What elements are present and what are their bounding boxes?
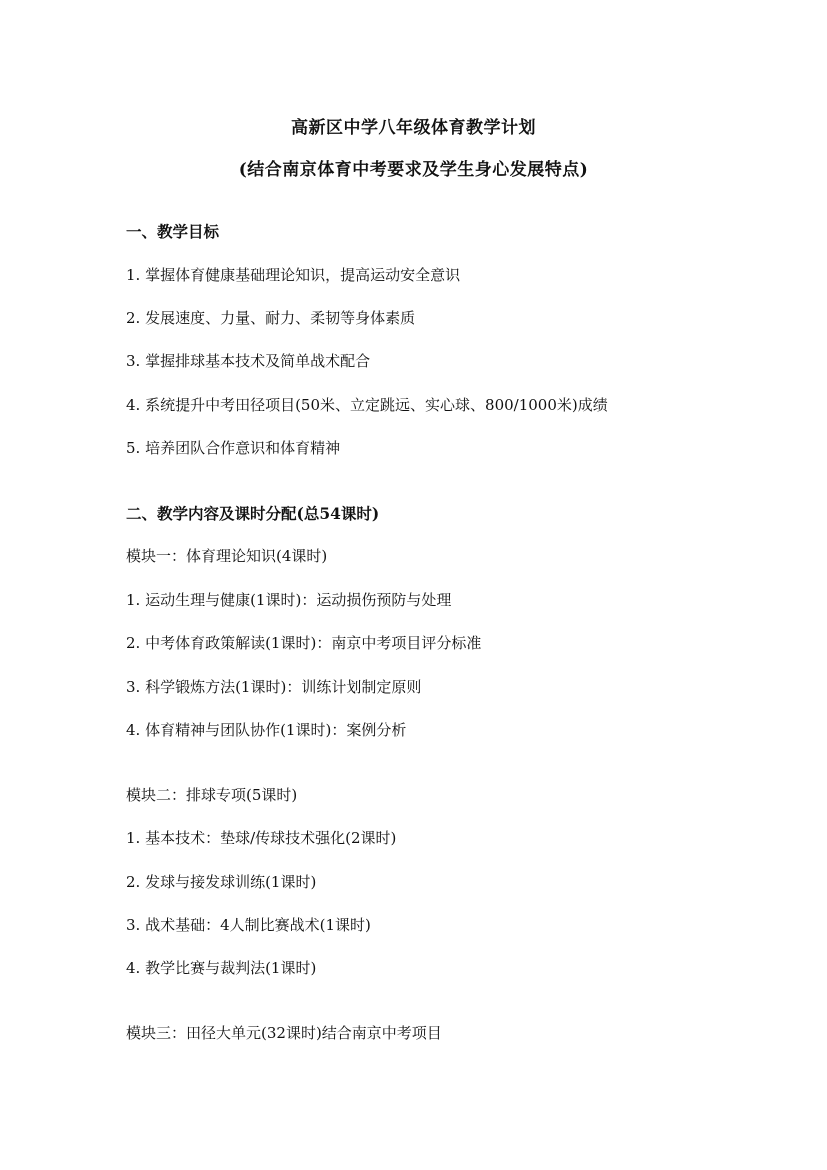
- module-item: 2. 中考体育政策解读(1课时)：南京中考项目评分标准: [126, 634, 482, 652]
- module-item: 3. 战术基础：4人制比赛战术(1课时): [126, 916, 371, 934]
- document-title: 高新区中学八年级体育教学计划: [291, 118, 536, 138]
- module-item: 4. 教学比赛与裁判法(1课时): [126, 959, 317, 977]
- section-heading-content-allocation: 二、教学内容及课时分配(总54课时): [126, 504, 380, 523]
- goal-item: 4. 系统提升中考田径项目(50米、立定跳远、实心球、800/1000米)成绩: [126, 396, 608, 414]
- module-item: 1. 基本技术：垫球/传球技术强化(2课时): [126, 829, 397, 847]
- module-title-theory: 模块一：体育理论知识(4课时): [126, 547, 328, 565]
- module-item: 2. 发球与接发球训练(1课时): [126, 873, 317, 891]
- module-item: 1. 运动生理与健康(1课时)：运动损伤预防与处理: [126, 591, 452, 609]
- module-title-track-field: 模块三：田径大单元(32课时)结合南京中考项目: [126, 1024, 442, 1042]
- module-title-volleyball: 模块二：排球专项(5课时): [126, 786, 298, 804]
- document-subtitle: (结合南京体育中考要求及学生身心发展特点): [238, 160, 589, 180]
- goal-item: 1. 掌握体育健康基础理论知识，提高运动安全意识: [126, 266, 461, 284]
- goal-item: 5. 培养团队合作意识和体育精神: [126, 439, 341, 457]
- module-item: 3. 科学锻炼方法(1课时)：训练计划制定原则: [126, 678, 422, 696]
- goal-item: 2. 发展速度、力量、耐力、柔韧等身体素质: [126, 309, 416, 327]
- module-item: 4. 体育精神与团队协作(1课时)：案例分析: [126, 721, 407, 739]
- goal-item: 3. 掌握排球基本技术及简单战术配合: [126, 352, 371, 370]
- section-heading-teaching-goals: 一、教学目标: [126, 222, 220, 241]
